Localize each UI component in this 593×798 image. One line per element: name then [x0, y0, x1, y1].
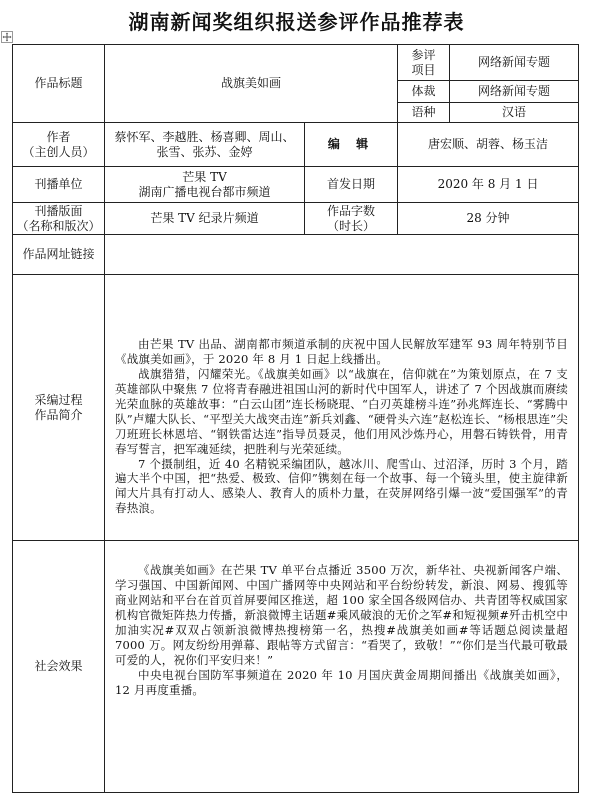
effect-paragraph: 《战旗美如画》在芒果 TV 单平台点播近 3500 万次，新华社、央视新闻客户端、学习强国、中国新闻网、中国广播网等中央网站和平台纷纷转发，新浪、网易、搜狐等商业网站和平台在首页首屏要闻区推送，超 100 家全国各级网信办、共青团等权威国家机构官微矩阵热力传播，新浪微博主话题#乘风破浪的无价之军#和短视频#歼击机空中加油实况#双双占领新浪微博热搜榜第一名，热搜#战旗美如画#等话题总阅读量超 7000 万。网友纷纷用弹幕、跟帖等方式留言：“看哭了，致敬！”“你们是当代最可敬最可爱的人，祝你们平安归来！”	[115, 563, 569, 667]
value-authors-line2: 张雪、张苏、金婷	[156, 144, 253, 159]
row-authors	[13, 123, 579, 167]
row-url	[13, 235, 579, 275]
value-publisher-line1: 芒果 TV	[182, 169, 227, 184]
value-editors: 唐宏顺、胡蓉、杨玉洁	[398, 123, 579, 167]
label-authors-line2: （主创人员）	[22, 144, 95, 159]
row-edition	[13, 203, 579, 235]
label-work-title: 作品标题	[13, 45, 105, 123]
label-category	[398, 45, 450, 81]
label-word-count-line2: （时长）	[327, 218, 376, 233]
process-paragraph: 战旗猎猎，闪耀荣光。《战旗美如画》以“战旗在，信仰就在”为策划原点，在 7 支英雄部队中聚焦 7 位将青春融进祖国山河的新时代中国军人，讲述了 7 个因战旗而赓续光荣血脉的英雄故事：“白云山团”连长杨晓琨、“白刃英雄榜斗连”孙兆辉连长、“雾腾中队”卢耀大队长、“平型关大战突击连”新兵刘鑫、“硬骨头六连”赵松连长、“杨根思连”尖刀班班长林恩培、“钢铁雷达连”指导员聂灵，他们用风沙炼丹心，用磐石铸铁骨，用青春写誓言，把军魂延续，把胜利与光荣延续。	[115, 366, 569, 456]
label-url: 作品网址链接	[13, 235, 105, 275]
value-edition: 芒果 TV 纪录片频道	[105, 203, 305, 235]
row-process	[13, 275, 579, 541]
recommendation-form-table	[12, 44, 579, 793]
process-paragraph: 由芒果 TV 出品、湖南都市频道承制的庆祝中国人民解放军建军 93 周年特别节目《战旗美如画》，于 2020 年 8 月 1 日起上线播出。	[115, 337, 569, 366]
label-word-count	[305, 203, 398, 235]
value-publisher	[105, 167, 305, 203]
label-edition-line1: 刊播版面	[34, 203, 83, 218]
row-category	[13, 45, 579, 81]
label-category-line2: 项目	[411, 62, 436, 77]
value-publisher-line2: 湖南广播电视台都市频道	[138, 184, 271, 199]
effect-description	[105, 541, 579, 793]
label-genre: 体裁	[398, 81, 450, 103]
value-work-title: 战旗美如画	[105, 45, 398, 123]
value-genre: 网络新闻专题	[450, 81, 579, 103]
label-word-count-line1: 作品字数	[327, 203, 376, 218]
value-language: 汉语	[450, 103, 579, 123]
label-edition-line2: （名称和版次）	[16, 218, 101, 233]
value-category: 网络新闻专题	[450, 45, 579, 81]
label-first-date: 首发日期	[305, 167, 398, 203]
label-editor: 编 辑	[305, 123, 398, 167]
value-authors-line1: 蔡怀军、李越胜、杨喜卿、周山、	[114, 129, 295, 144]
label-publisher: 刊播单位	[13, 167, 105, 203]
value-url[interactable]	[105, 235, 579, 275]
label-process-line2: 作品简介	[34, 407, 83, 422]
value-first-date: 2020 年 8 月 1 日	[398, 167, 579, 203]
label-category-line1: 参评	[411, 47, 436, 62]
label-authors	[13, 123, 105, 167]
document-title: 湖南新闻奖组织报送参评作品推荐表	[128, 10, 465, 34]
label-process	[13, 275, 105, 541]
label-edition	[13, 203, 105, 235]
move-cross-icon[interactable]	[1, 31, 13, 43]
value-authors	[105, 123, 305, 167]
label-language: 语种	[398, 103, 450, 123]
value-word-count: 28 分钟	[398, 203, 579, 235]
effect-paragraph: 中央电视台国防军事频道在 2020 年 10 月国庆黄金周期间播出《战旗美如画》，12 月再度重播。	[115, 667, 569, 697]
row-publisher	[13, 167, 579, 203]
process-description	[105, 275, 579, 541]
label-process-line1: 采编过程	[34, 392, 83, 407]
label-authors-line1: 作者	[46, 129, 71, 144]
process-paragraph: 7 个摄制组，近 40 名精锐采编团队，越冰川、爬雪山、过沼泽，历时 3 个月，踏遍大半个中国，把“热爱、极致、信仰”镌刻在每一个故事、每一个镜头里，使主旋律新闻大片具有打动人、感染人、教育人的质朴力量，在荧屏网络引爆一波“爱国强军”的青春热浪。	[115, 456, 569, 516]
label-effect: 社会效果	[13, 541, 105, 793]
row-effect	[13, 541, 579, 793]
